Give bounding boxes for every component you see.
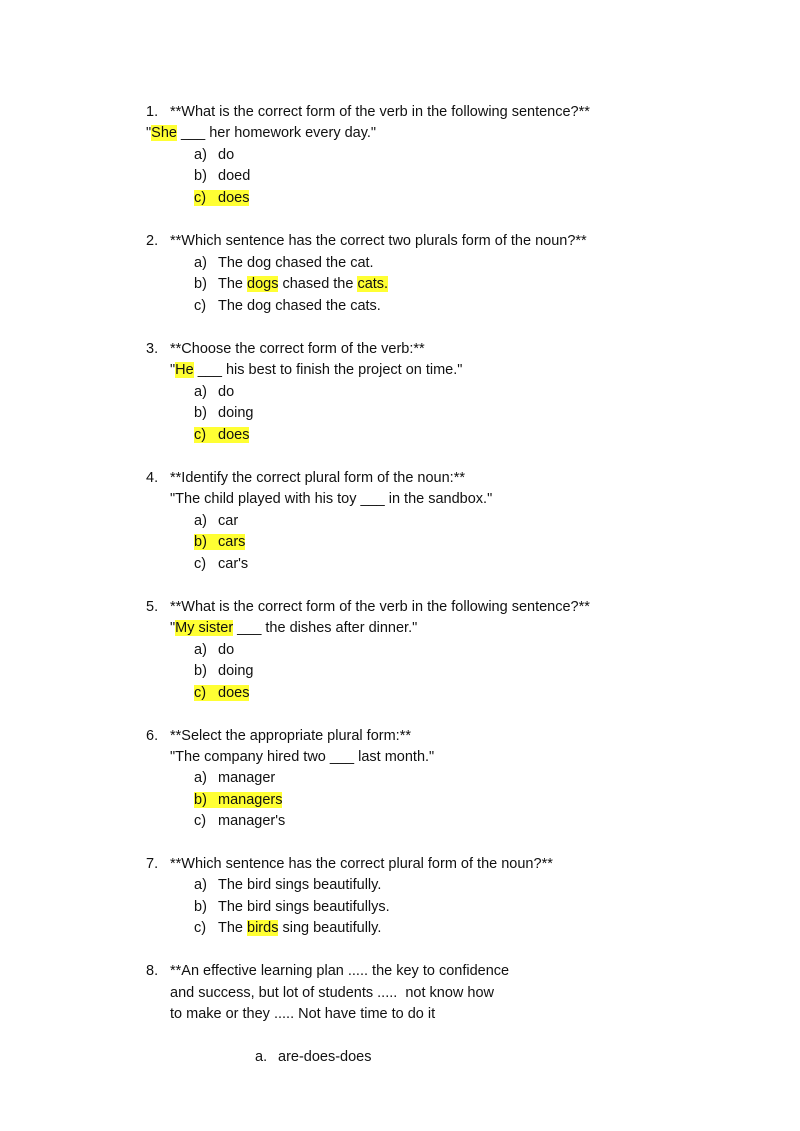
- answer-option: b) The dogs chased the cats.: [194, 276, 389, 292]
- question-sentence: "He ___ his best to finish the project on time.": [170, 362, 463, 378]
- answer-option: b) The bird sings beautifullys.: [194, 899, 390, 915]
- highlighted-text: He: [175, 362, 194, 378]
- answer-option: a) do: [194, 384, 235, 400]
- question-stem: **Choose the correct form of the verb:**: [170, 341, 425, 357]
- answer-option: c) manager's: [194, 813, 286, 829]
- question-stem: **What is the correct form of the verb in the following sentence?**: [170, 599, 590, 615]
- question-number: 7.: [146, 856, 159, 872]
- question-sentence: "The child played with his toy ___ in the sandbox.": [170, 491, 493, 507]
- question-stem: **Which sentence has the correct two plurals form of the noun?**: [170, 233, 587, 249]
- answer-option: b) doing: [194, 405, 254, 421]
- answer-option: a) do: [194, 147, 235, 163]
- answer-option: b) doed: [194, 168, 251, 184]
- highlighted-text: birds: [247, 920, 279, 936]
- highlighted-text: She: [151, 125, 177, 141]
- highlighted-text: dogs: [247, 276, 279, 292]
- question-number: 4.: [146, 470, 159, 486]
- question-stem-line: to make or they ..... Not have time to do it: [170, 1006, 436, 1022]
- question-number: 2.: [146, 233, 159, 249]
- question-number: 3.: [146, 341, 159, 357]
- answer-option: a) car: [194, 513, 239, 529]
- answer-option: b) doing: [194, 663, 254, 679]
- question-stem: **Identify the correct plural form of the noun:**: [170, 470, 465, 486]
- answer-option: c) car's: [194, 556, 249, 572]
- highlighted-text: cats.: [357, 276, 389, 292]
- answer-option: a) manager: [194, 770, 276, 786]
- answer-option: a) do: [194, 642, 235, 658]
- question-number: 8.: [146, 963, 159, 979]
- answer-option-highlighted: b) managers: [194, 792, 283, 808]
- highlighted-text: My sister: [175, 620, 234, 636]
- question-number: 1.: [146, 104, 159, 120]
- answer-option: c) The dog chased the cats.: [194, 298, 381, 314]
- answer-option: a. are-does-does: [255, 1049, 372, 1065]
- answer-option: a) The bird sings beautifully.: [194, 877, 382, 893]
- question-stem-line: **An effective learning plan ..... the key to confidence: [170, 963, 510, 979]
- answer-option-highlighted: c) does: [194, 685, 250, 701]
- question-sentence: "The company hired two ___ last month.": [170, 749, 435, 765]
- answer-option: a) The dog chased the cat.: [194, 255, 374, 271]
- answer-option-highlighted: c) does: [194, 190, 250, 206]
- question-number: 6.: [146, 728, 159, 744]
- question-stem: **Which sentence has the correct plural form of the noun?**: [170, 856, 553, 872]
- question-stem: **Select the appropriate plural form:**: [170, 728, 411, 744]
- question-stem: **What is the correct form of the verb in the following sentence?**: [170, 104, 590, 120]
- question-number: 5.: [146, 599, 159, 615]
- question-sentence: "She ___ her homework every day.": [146, 125, 377, 141]
- answer-option: c) The birds sing beautifully.: [194, 920, 382, 936]
- answer-option-highlighted: b) cars: [194, 534, 246, 550]
- question-sentence: "My sister ___ the dishes after dinner.": [170, 620, 418, 636]
- answer-option-highlighted: c) does: [194, 427, 250, 443]
- question-stem-line: and success, but lot of students ..... not know how: [170, 985, 495, 1001]
